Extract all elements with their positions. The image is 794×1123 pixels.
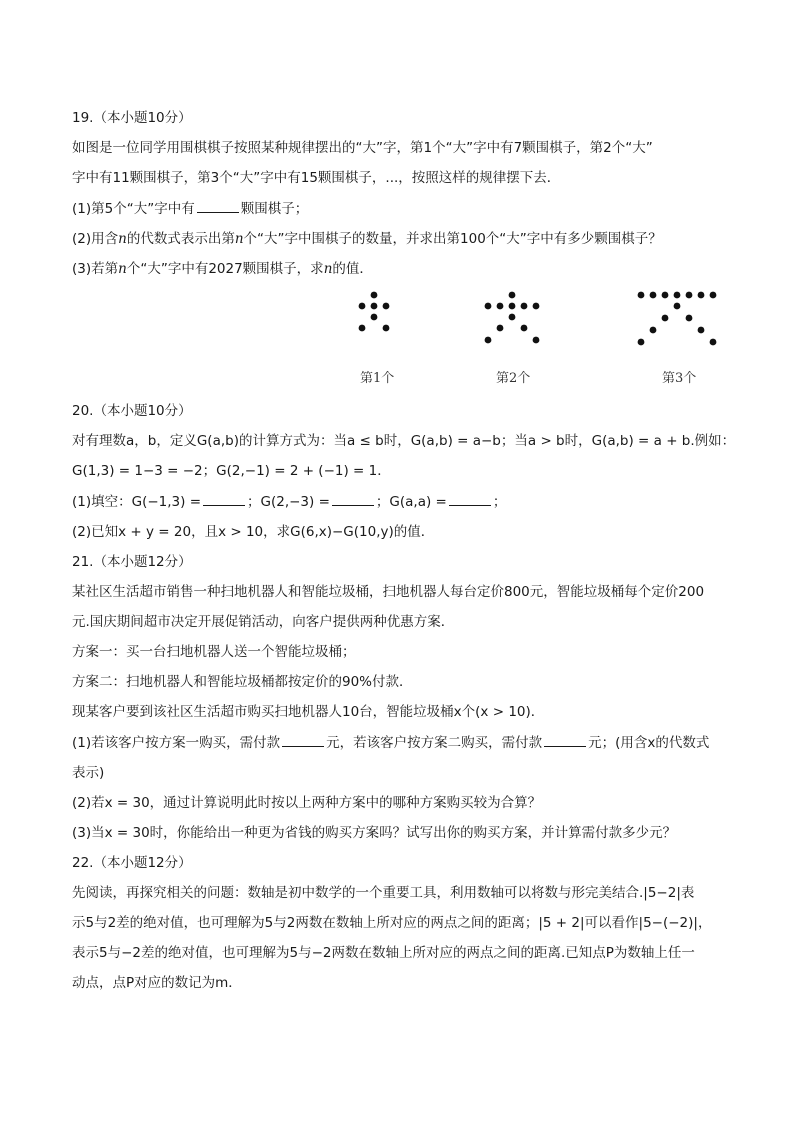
q21-part2: (2)若x = 30，通过计算说明此时按以上两种方案中的哪种方案购买较为合算？ <box>72 795 542 811</box>
q19-heading: 19.（本小题10分） <box>72 110 192 126</box>
q19-part3-var-n: n <box>118 261 127 277</box>
q21-condition: 现某客户要到该社区生活超市购买扫地机器人10台，智能垃圾桶x个(x > 10)． <box>72 704 545 720</box>
q22-body-line3: 表示5与−2差的绝对值，也可理解为5与−2两数在数轴上所对应的两点之间的距离.已知点P为数轴上任一 <box>72 945 695 961</box>
figure-2-label: 第2个 <box>496 371 531 386</box>
q20-part1-blank-2 <box>332 491 374 506</box>
q19-part1 <box>72 198 722 219</box>
figure-1-label: 第1个 <box>360 371 395 386</box>
q19-part2-text-e: 个“大”字中围棋子的数量，并求出第100个“大”字中有多少颗围棋子？ <box>243 231 662 247</box>
stone <box>521 325 528 332</box>
figure-2-stones <box>480 289 544 355</box>
stone <box>710 339 717 346</box>
q20-heading: 20.（本小题10分） <box>72 403 192 419</box>
stone <box>497 325 504 332</box>
stone <box>497 303 504 310</box>
stone <box>359 325 366 332</box>
q21-plan2: 方案二：扫地机器人和智能垃圾桶都按定价的90%付款． <box>72 674 413 690</box>
q19-body-line1: 如图是一位同学用围棋棋子按照某种规律摆出的“大”字，第1个“大”字中有7颗围棋子，第2个“大” <box>72 140 653 156</box>
q19-part3-var-n2: n <box>323 261 333 277</box>
q19-part1-blank <box>197 198 239 213</box>
q21-part1-cont: 表示) <box>72 765 105 781</box>
stone <box>371 314 378 321</box>
stone <box>650 327 657 334</box>
q21-part1-blank-1 <box>282 732 324 747</box>
stone <box>485 303 492 310</box>
stone <box>686 292 693 299</box>
stone <box>383 303 390 310</box>
q20-part1 <box>72 491 722 512</box>
figure-3 <box>632 289 722 361</box>
stone <box>509 303 516 310</box>
q19-part2-var-n: n <box>118 231 127 247</box>
q22-heading: 22.（本小题12分） <box>72 855 192 871</box>
q21-part3: (3)当x = 30时，你能给出一种更为省钱的购买方案吗？试写出你的购买方案，并计算需付款多少元？ <box>72 825 677 841</box>
q19-part2-text-c: 的代数式表示出第 <box>126 231 235 247</box>
stone <box>521 303 528 310</box>
q19-part3-text-a: (3)若第 <box>72 261 119 277</box>
q19-part2-var-n2: n <box>234 231 244 247</box>
content <box>72 100 736 1003</box>
q22-body-line2: 示5与2差的绝对值，也可理解为5与2两数在数轴上所对应的两点之间的距离；|5 + 2|可以看作|5−(−2)|， <box>72 915 712 931</box>
figure-1 <box>354 289 394 349</box>
stone <box>509 292 516 299</box>
q21-part1-blank-2 <box>544 732 586 747</box>
q21-body-line2: 元.国庆期间超市决定开展促销活动，向客户提供两种优惠方案． <box>72 614 455 630</box>
q21-plan1: 方案一：买一台扫地机器人送一个智能垃圾桶； <box>72 644 356 660</box>
q21-part1-text-a: (1)若该客户按方案一购买，需付款 <box>72 735 281 751</box>
q19-part2-text-a: (2)用含 <box>72 231 119 247</box>
q21-part1-text-b: 元，若该客户按方案二购买，需付款 <box>326 735 543 751</box>
q19-body-line2: 字中有11颗围棋子，第3个“大”字中有15颗围棋子，...，按照这样的规律摆下去． <box>72 170 561 186</box>
q20-example: G(1,3) = 1−3 = −2；G(2,−1) = 2 + (−1) = 1． <box>72 463 391 479</box>
figure-3-stones <box>632 289 722 361</box>
figure-3-label: 第3个 <box>662 371 697 386</box>
stone <box>383 325 390 332</box>
stone <box>359 303 366 310</box>
stone <box>533 303 540 310</box>
q19-part2 <box>72 229 722 249</box>
stone <box>533 337 540 344</box>
stone <box>371 303 378 310</box>
stone <box>650 292 657 299</box>
figure-2 <box>480 289 544 355</box>
q22-body-line4: 动点，点P对应的数记为m． <box>72 975 242 991</box>
stone <box>698 327 705 334</box>
stone <box>509 314 516 321</box>
figure-1-stones <box>354 289 394 349</box>
q22-body-line1: 先阅读，再探究相关的问题：数轴是初中数学的一个重要工具，利用数轴可以将数与形完美结合.|5−2|表 <box>72 885 695 901</box>
stone <box>638 339 645 346</box>
q19-part1-text-a: (1)第5个“大”字中有 <box>72 201 195 217</box>
q19-part3-text-e: 的值． <box>332 261 373 277</box>
q19-part1-text-b: 颗围棋子； <box>240 201 309 217</box>
q20-part1-blank-3 <box>449 491 491 506</box>
q20-definition: 对有理数a，b，定义G(a,b)的计算方式为：当a ≤ b时，G(a,b) = a−b；当a > b时，G(a,b) = a + b.例如： <box>72 433 736 449</box>
q19-part3 <box>72 259 722 279</box>
stone <box>638 292 645 299</box>
stone <box>662 292 669 299</box>
q20-part1-text-c: ；G(a,a) = <box>375 494 447 510</box>
stone <box>686 315 693 322</box>
q21-part1-text-c: 元；(用含x的代数式 <box>588 735 710 751</box>
q20-part1-text-d: ； <box>492 494 507 510</box>
q21-heading: 21.（本小题12分） <box>72 554 192 570</box>
stone <box>674 303 681 310</box>
q20-part1-text-a: (1)填空：G(−1,3) = <box>72 494 202 510</box>
q19-figures <box>72 289 722 389</box>
stone <box>662 315 669 322</box>
stone <box>698 292 705 299</box>
q21-body-line1: 某社区生活超市销售一种扫地机器人和智能垃圾桶，扫地机器人每台定价800元，智能垃圾桶每个定价200 <box>72 584 705 600</box>
q19-part3-text-c: 个“大”字中有2027颗围棋子，求 <box>126 261 324 277</box>
stone <box>674 292 681 299</box>
q20-part1-blank-1 <box>203 491 245 506</box>
stone <box>710 292 717 299</box>
q21-part1 <box>72 732 722 753</box>
q20-part1-text-b: ；G(2,−3) = <box>247 494 330 510</box>
stone <box>371 292 378 299</box>
q20-part2: (2)已知x + y = 20，且x > 10，求G(6,x)−G(10,y)的值． <box>72 524 435 540</box>
stone <box>485 337 492 344</box>
